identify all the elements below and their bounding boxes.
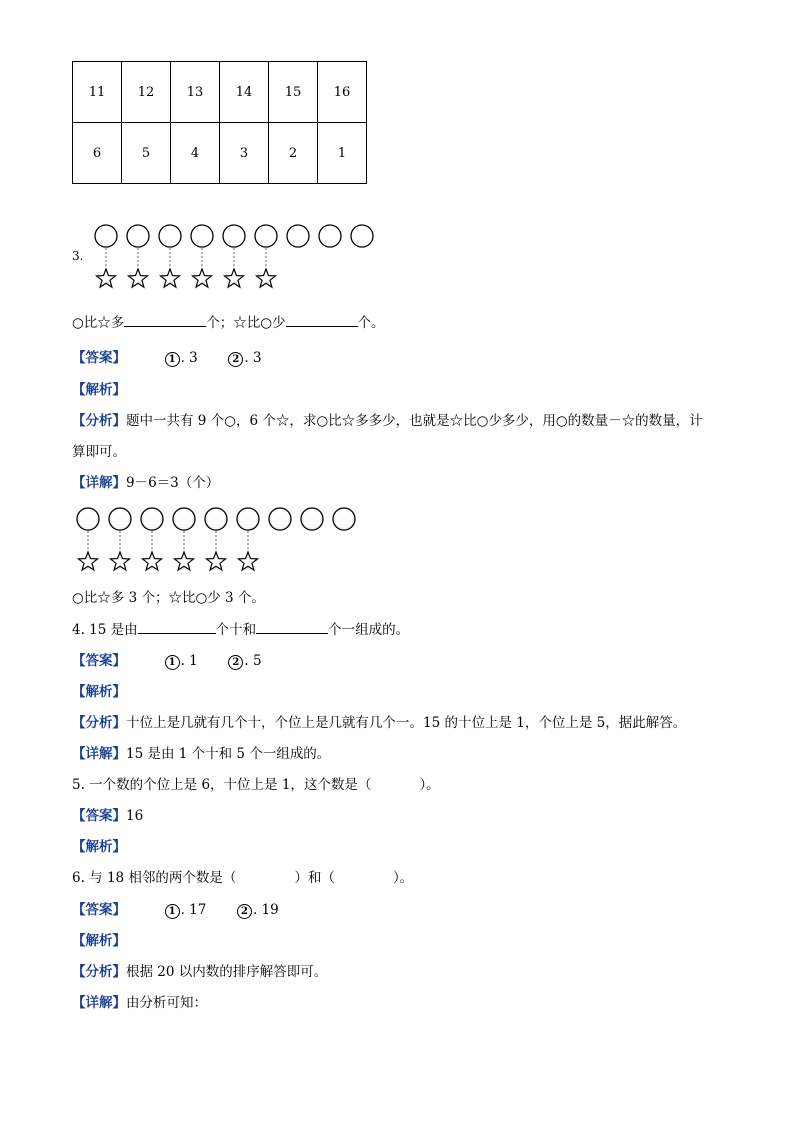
answer-tag: 【答案】 — [72, 808, 126, 824]
answer-line — [72, 346, 262, 367]
answer-tag: 【答案】 — [72, 653, 126, 669]
answer-value: . 5 — [244, 653, 262, 669]
detail-text: 9－6＝3（个） — [126, 475, 220, 491]
table-cell: 16 — [318, 62, 367, 123]
star-shape — [78, 552, 97, 570]
circled-number: 2 — [228, 352, 243, 367]
circle-shape — [351, 225, 373, 247]
circle-shape — [127, 225, 149, 247]
star-shape — [192, 269, 211, 287]
question-text-part: 个十和 — [215, 622, 257, 638]
table-cell: 5 — [122, 123, 171, 184]
circles-stars-figure-question — [93, 222, 383, 292]
answer-blank — [286, 312, 358, 327]
circle-shape — [223, 225, 245, 247]
star-shape — [160, 269, 179, 287]
question-text-part: 4. 15 是由 — [72, 622, 138, 638]
answer-blank — [138, 619, 216, 634]
detail-tag: 【详解】 — [72, 995, 126, 1011]
star-shape — [206, 552, 225, 570]
question-6-text — [72, 866, 413, 886]
answer-value: 16 — [126, 808, 144, 824]
detail-line — [72, 471, 219, 491]
detail-line — [72, 742, 330, 762]
question-text-part: ）和（ — [294, 870, 335, 886]
question-5-text — [72, 773, 440, 793]
circled-number: 1 — [165, 655, 180, 670]
fenxi-tag: 【分析】 — [72, 715, 126, 731]
answer-value: . 3 — [180, 350, 198, 366]
circle-shape — [255, 225, 277, 247]
table-cell: 2 — [269, 123, 318, 184]
analysis-line — [72, 409, 703, 429]
answer-line — [72, 649, 262, 670]
answer-line — [72, 898, 279, 919]
table-cell: 6 — [73, 123, 122, 184]
table-cell: 12 — [122, 62, 171, 123]
analysis-line — [72, 960, 327, 980]
circle-shape — [269, 508, 291, 530]
fenxi-tag: 【分析】 — [72, 964, 126, 980]
circled-number: 1 — [165, 352, 180, 367]
circle-shape — [77, 508, 99, 530]
circle-shape — [333, 508, 355, 530]
analysis-tag: 【解析】 — [72, 684, 126, 700]
star-shape — [174, 552, 193, 570]
circle-shape — [191, 225, 213, 247]
star-shape — [128, 269, 147, 287]
table-cell: 11 — [73, 62, 122, 123]
analysis-tag: 【解析】 — [72, 382, 126, 398]
circle-shape — [237, 508, 259, 530]
number-table — [72, 61, 367, 184]
analysis-line — [72, 711, 686, 731]
analysis-continued: 算即可。 — [72, 444, 126, 460]
answer-line — [72, 804, 143, 824]
circles-stars-figure-solution — [75, 505, 365, 575]
star-shape — [224, 269, 243, 287]
answer-tag: 【答案】 — [72, 902, 126, 918]
star-shape — [142, 552, 161, 570]
answer-value: . 1 — [180, 653, 198, 669]
fenxi-text: 题中一共有 9 个○，6 个☆，求○比☆多多少，也就是☆比○少多少，用○的数量－☆的数量，计 — [126, 413, 703, 429]
detail-line — [72, 991, 207, 1011]
circle-shape — [95, 225, 117, 247]
circle-shape — [205, 508, 227, 530]
circle-shape — [109, 508, 131, 530]
table-cell: 1 — [318, 123, 367, 184]
circle-shape — [141, 508, 163, 530]
detail-tag: 【详解】 — [72, 475, 126, 491]
conclusion-text: ○比☆多 3 个；☆比○少 3 个。 — [72, 590, 265, 606]
circled-number: 1 — [165, 904, 180, 919]
star-shape — [238, 552, 257, 570]
answer-value: . 17 — [180, 902, 207, 918]
question-number: 3. — [72, 249, 84, 263]
circle-shape — [173, 508, 195, 530]
circle-shape — [287, 225, 309, 247]
answer-value: . 3 — [244, 350, 262, 366]
circled-number: 2 — [237, 904, 252, 919]
circle-shape — [301, 508, 323, 530]
answer-value: . 19 — [252, 902, 279, 918]
fenxi-text: 十位上是几就有几个十，个位上是几就有几个一。15 的十位上是 1，个位上是 5，据此解答。 — [126, 715, 687, 731]
fenxi-text: 根据 20 以内数的排序解答即可。 — [126, 964, 328, 980]
answer-tag: 【答案】 — [72, 350, 126, 366]
question-3-text — [72, 311, 385, 331]
star-shape — [256, 269, 275, 287]
table-cell: 14 — [220, 62, 269, 123]
question-text-part: ○比☆多 — [72, 315, 125, 331]
question-text-part: 个。 — [357, 315, 385, 331]
answer-blank — [124, 312, 206, 327]
table-cell: 13 — [171, 62, 220, 123]
fenxi-tag: 【分析】 — [72, 413, 126, 429]
table-row — [73, 62, 367, 123]
circled-number: 2 — [228, 655, 243, 670]
question-text-part: 个；☆比○少 — [206, 315, 286, 331]
table-cell: 15 — [269, 62, 318, 123]
question-text-part: ）。 — [419, 777, 440, 793]
detail-tag: 【详解】 — [72, 746, 126, 762]
analysis-tag: 【解析】 — [72, 839, 126, 855]
analysis-tag: 【解析】 — [72, 933, 126, 949]
table-cell: 4 — [171, 123, 220, 184]
star-shape — [110, 552, 129, 570]
detail-text: 由分析可知： — [126, 995, 207, 1011]
table-row — [73, 123, 367, 184]
question-text-part: 个一组成的。 — [328, 622, 410, 638]
question-text-part: ）。 — [392, 870, 414, 886]
question-text-part: 6. 与 18 相邻的两个数是（ — [72, 870, 237, 886]
star-shape — [96, 269, 115, 287]
question-4-text — [72, 618, 409, 638]
circle-shape — [319, 225, 341, 247]
answer-blank — [256, 619, 328, 634]
circle-shape — [159, 225, 181, 247]
question-text-part: 5. 一个数的个位上是 6，十位上是 1，这个数是（ — [72, 777, 372, 793]
table-cell: 3 — [220, 123, 269, 184]
detail-text: 15 是由 1 个十和 5 个一组成的。 — [126, 746, 331, 762]
